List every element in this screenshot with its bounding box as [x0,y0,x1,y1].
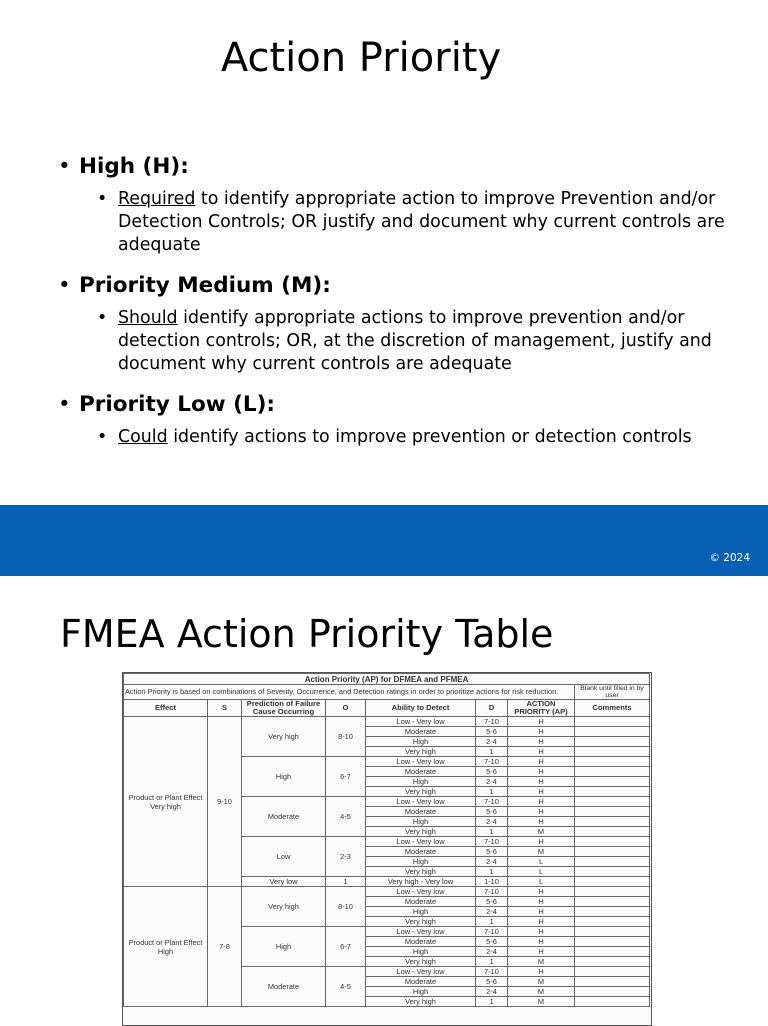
comments-cell [575,797,650,807]
detect-ability-cell: High [366,907,476,917]
slide-fmea-table [0,576,768,1024]
action-priority-cell: H [508,787,575,797]
action-priority-cell: M [508,827,575,837]
detection-cell: 2-4 [476,987,508,997]
action-priority-cell: M [508,977,575,987]
detection-cell: 2-4 [476,817,508,827]
bullet-list [58,152,738,449]
detect-ability-cell: Low - Very low [366,797,476,807]
detect-ability-cell: Very high - Very low [366,877,476,887]
table-note: Action Priority is based on combinations of Severity, Occurrence, and Detection ratings in order to prioritize actions for risk reduction. [124,685,575,700]
detection-cell: 2-4 [476,857,508,867]
action-priority-cell: H [508,937,575,947]
column-header: S [208,700,242,717]
effect-cell: Product or Plant Effect Very high [124,717,208,887]
comments-cell [575,827,650,837]
action-priority-cell: L [508,857,575,867]
occurrence-cell: 1 [326,877,366,887]
detect-ability-cell: High [366,857,476,867]
detection-cell: 1 [476,787,508,797]
occurrence-prediction-cell: Very high [242,887,326,927]
occurrence-prediction-cell: Moderate [242,797,326,837]
occurrence-cell: 2-3 [326,837,366,877]
occurrence-cell: 6-7 [326,927,366,967]
comments-cell [575,887,650,897]
comments-cell [575,737,650,747]
bullet-heading: Priority Medium (M): [79,273,331,298]
comments-cell [575,727,650,737]
action-priority-cell: H [508,817,575,827]
action-priority-cell: H [508,947,575,957]
bullet-dot: • [58,154,71,179]
sub-bullet-low [97,426,738,449]
detection-cell: 2-4 [476,777,508,787]
bullet-text: to identify appropriate action to improve Prevention and/or Detection Controls; OR justify and document why current controls are adequate [118,189,725,255]
detection-cell: 5-6 [476,847,508,857]
occurrence-prediction-cell: High [242,757,326,797]
detect-ability-cell: Moderate [366,937,476,947]
bullet-dot: • [97,308,108,328]
action-priority-cell: L [508,867,575,877]
detection-cell: 7-10 [476,967,508,977]
action-priority-cell: H [508,837,575,847]
action-priority-cell: M [508,987,575,997]
detect-ability-cell: Low - Very low [366,927,476,937]
detect-ability-cell: Low - Very low [366,837,476,847]
detection-cell: 5-6 [476,977,508,987]
occurrence-prediction-cell: Very low [242,877,326,887]
action-priority-cell: M [508,997,575,1007]
comments-cell [575,997,650,1007]
comments-cell [575,937,650,947]
occurrence-cell: 8-10 [326,717,366,757]
action-priority-cell: L [508,877,575,887]
action-priority-cell: H [508,917,575,927]
detection-cell: 5-6 [476,727,508,737]
table-caption-row [124,674,650,685]
detect-ability-cell: Low - Very low [366,887,476,897]
action-priority-cell: M [508,957,575,967]
slide-title: FMEA Action Priority Table [60,612,554,656]
action-priority-cell: H [508,797,575,807]
detect-ability-cell: Moderate [366,977,476,987]
action-priority-cell: M [508,847,575,857]
slide-title: Action Priority [220,35,502,81]
occurrence-prediction-cell: Low [242,837,326,877]
bullet-low [58,390,738,420]
sub-bullet-high [97,188,738,257]
comments-cell [575,977,650,987]
comments-cell [575,897,650,907]
comments-cell [575,967,650,977]
effect-cell: Product or Plant Effect High [124,887,208,1007]
table-row [124,717,650,727]
detect-ability-cell: Moderate [366,847,476,857]
detection-cell: 5-6 [476,807,508,817]
action-priority-cell: H [508,737,575,747]
comments-cell [575,917,650,927]
column-header: Prediction of Failure Cause Occurring [242,700,326,717]
comments-cell [575,787,650,797]
detect-ability-cell: Very high [366,827,476,837]
bullet-dot: • [58,273,71,298]
comments-cell [575,947,650,957]
detection-cell: 1 [476,957,508,967]
occurrence-prediction-cell: Moderate [242,967,326,1007]
occurrence-cell: 6-7 [326,757,366,797]
comments-cell [575,907,650,917]
table-note-row [124,685,650,700]
column-header: O [326,700,366,717]
action-priority-cell: H [508,767,575,777]
detect-ability-cell: High [366,777,476,787]
detect-ability-cell: Low - Very low [366,717,476,727]
column-header: Comments [575,700,650,717]
detect-ability-cell: Moderate [366,807,476,817]
detect-ability-cell: High [366,987,476,997]
action-priority-cell: H [508,887,575,897]
detection-cell: 1 [476,867,508,877]
detect-ability-cell: Moderate [366,767,476,777]
detection-cell: 2-4 [476,737,508,747]
action-priority-cell: H [508,747,575,757]
occurrence-cell: 4-5 [326,967,366,1007]
detect-ability-cell: Very high [366,787,476,797]
detect-ability-cell: Very high [366,997,476,1007]
comments-cell [575,867,650,877]
keyword-required: Required [118,189,196,209]
table-note-right: Blank until filled in by user [575,685,650,700]
action-priority-cell: H [508,967,575,977]
comments-cell [575,747,650,757]
column-header: D [476,700,508,717]
severity-cell: 9-10 [208,717,242,887]
occurrence-prediction-cell: Very high [242,717,326,757]
detect-ability-cell: Very high [366,747,476,757]
comments-cell [575,767,650,777]
detect-ability-cell: Very high [366,957,476,967]
bullet-dot: • [97,189,108,209]
detect-ability-cell: Very high [366,867,476,877]
action-priority-cell: H [508,897,575,907]
bullet-heading: Priority Low (L): [79,392,276,417]
occurrence-prediction-cell: High [242,927,326,967]
detect-ability-cell: High [366,947,476,957]
detection-cell: 7-10 [476,887,508,897]
detect-ability-cell: Moderate [366,897,476,907]
comments-cell [575,927,650,937]
detection-cell: 1 [476,997,508,1007]
copyright-text: © 2024 [709,552,750,564]
action-priority-cell: H [508,907,575,917]
occurrence-cell: 8-10 [326,887,366,927]
detect-ability-cell: High [366,737,476,747]
detect-ability-cell: Low - Very low [366,757,476,767]
keyword-should: Should [118,308,178,328]
bullet-dot: • [58,392,71,417]
detect-ability-cell: Very high [366,917,476,927]
detect-ability-cell: High [366,817,476,827]
slide-action-priority [0,0,768,505]
detection-cell: 5-6 [476,937,508,947]
column-header: ACTION PRIORITY (AP) [508,700,575,717]
bullet-heading: High (H): [79,154,189,179]
comments-cell [575,717,650,727]
column-header: Ability to Detect [366,700,476,717]
detection-cell: 1 [476,827,508,837]
action-priority-table [123,673,650,1007]
comments-cell [575,877,650,887]
comments-cell [575,957,650,967]
comments-cell [575,807,650,817]
detect-ability-cell: Moderate [366,727,476,737]
detection-cell: 5-6 [476,897,508,907]
footer-band [0,505,768,576]
action-priority-cell: H [508,717,575,727]
comments-cell [575,817,650,827]
comments-cell [575,777,650,787]
comments-cell [575,847,650,857]
severity-cell: 7-8 [208,887,242,1007]
bullet-dot: • [97,427,108,447]
detection-cell: 1 [476,917,508,927]
detection-cell: 1-10 [476,877,508,887]
action-priority-cell: H [508,777,575,787]
bullet-text: identify appropriate actions to improve prevention and/or detection controls; OR, at the discretion of management, justify and document why current controls are adequate [118,308,712,374]
comments-cell [575,987,650,997]
keyword-could: Could [118,427,168,447]
detection-cell: 5-6 [476,767,508,777]
detection-cell: 7-10 [476,837,508,847]
comments-cell [575,757,650,767]
action-priority-cell: H [508,927,575,937]
table-caption: Action Priority (AP) for DFMEA and PFMEA [124,674,650,685]
action-priority-cell: H [508,727,575,737]
detection-cell: 2-4 [476,947,508,957]
comments-cell [575,857,650,867]
detection-cell: 7-10 [476,797,508,807]
action-priority-cell: H [508,807,575,817]
detection-cell: 7-10 [476,757,508,767]
detection-cell: 2-4 [476,907,508,917]
action-priority-cell: H [508,757,575,767]
detection-cell: 1 [476,747,508,757]
sub-bullet-medium [97,307,738,376]
detect-ability-cell: Low - Very low [366,967,476,977]
scanned-table-image [122,672,652,1026]
bullet-medium [58,271,738,301]
occurrence-cell: 4-5 [326,797,366,837]
comments-cell [575,837,650,847]
bullet-text: identify actions to improve prevention or detection controls [167,427,692,447]
table-row [124,887,650,897]
bullet-high [58,152,738,182]
column-header: Effect [124,700,208,717]
detection-cell: 7-10 [476,927,508,937]
detection-cell: 7-10 [476,717,508,727]
table-header-row [124,700,650,717]
